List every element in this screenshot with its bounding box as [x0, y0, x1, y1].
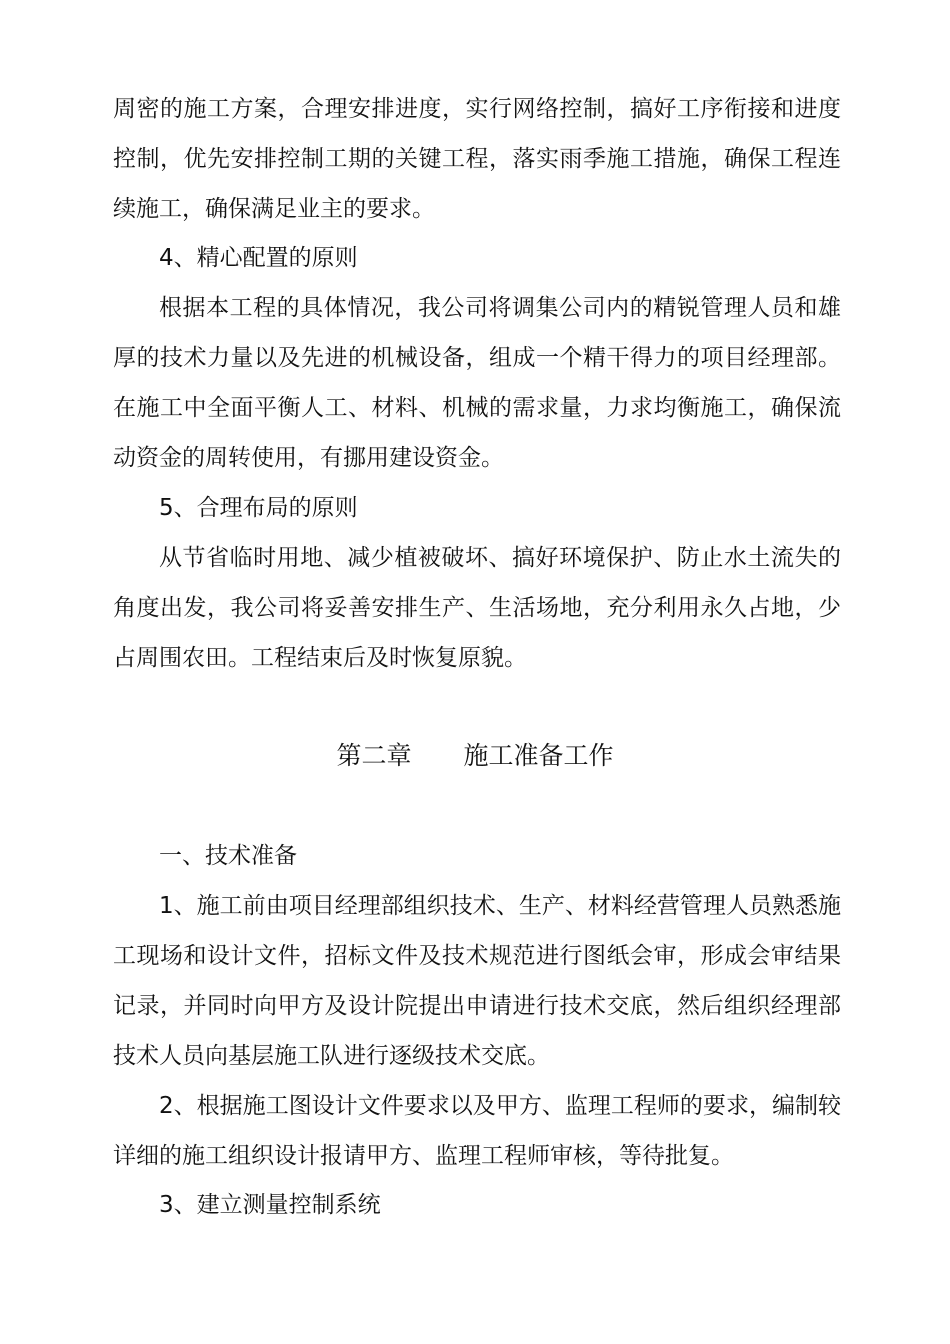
paragraph-schedule-principle: 周密的施工方案，合理安排进度，实行网络控制，搞好工序衔接和进度控制，优先安排控制工期的关键工程，落实雨季施工措施，确保工程连续施工，确保满足业主的要求。: [113, 96, 841, 222]
heading-item-3: 3、建立测量控制系统: [159, 1192, 381, 1218]
section-heading-technical-preparation: 一、技术准备: [159, 843, 297, 869]
paragraph-configuration-principle: 根据本工程的具体情况，我公司将调集公司内的精锐管理人员和雄厚的技术力量以及先进的机械设备，组成一个精干得力的项目经理部。在施工中全面平衡人工、材料、机械的需求量，力求均衡施工，确保流动资金的周转使用，有挪用建设资金。: [113, 295, 841, 471]
heading-principle-5: 5、合理布局的原则: [159, 495, 358, 521]
chapter-name: 施工准备工作: [463, 741, 614, 770]
chapter-title: [0, 731, 950, 781]
chapter-number: 第二章: [336, 741, 412, 770]
paragraph-item-1: 1、施工前由项目经理部组织技术、生产、材料经营管理人员熟悉施工现场和设计文件，招标文件及技术规范进行图纸会审，形成会审结果记录，并同时向甲方及设计院提出申请进行技术交底，然后组织经理部技术人员向基层施工队进行逐级技术交底。: [113, 893, 841, 1069]
paragraph-item-2: 2、根据施工图设计文件要求以及甲方、监理工程师的要求，编制较详细的施工组织设计报请甲方、监理工程师审核，等待批复。: [113, 1093, 841, 1169]
heading-principle-4: 4、精心配置的原则: [159, 245, 358, 271]
paragraph-layout-principle: 从节省临时用地、减少植被破坏、搞好环境保护、防止水土流失的角度出发，我公司将妥善安排生产、生活场地，充分利用永久占地，少占周围农田。工程结束后及时恢复原貌。: [113, 545, 841, 671]
